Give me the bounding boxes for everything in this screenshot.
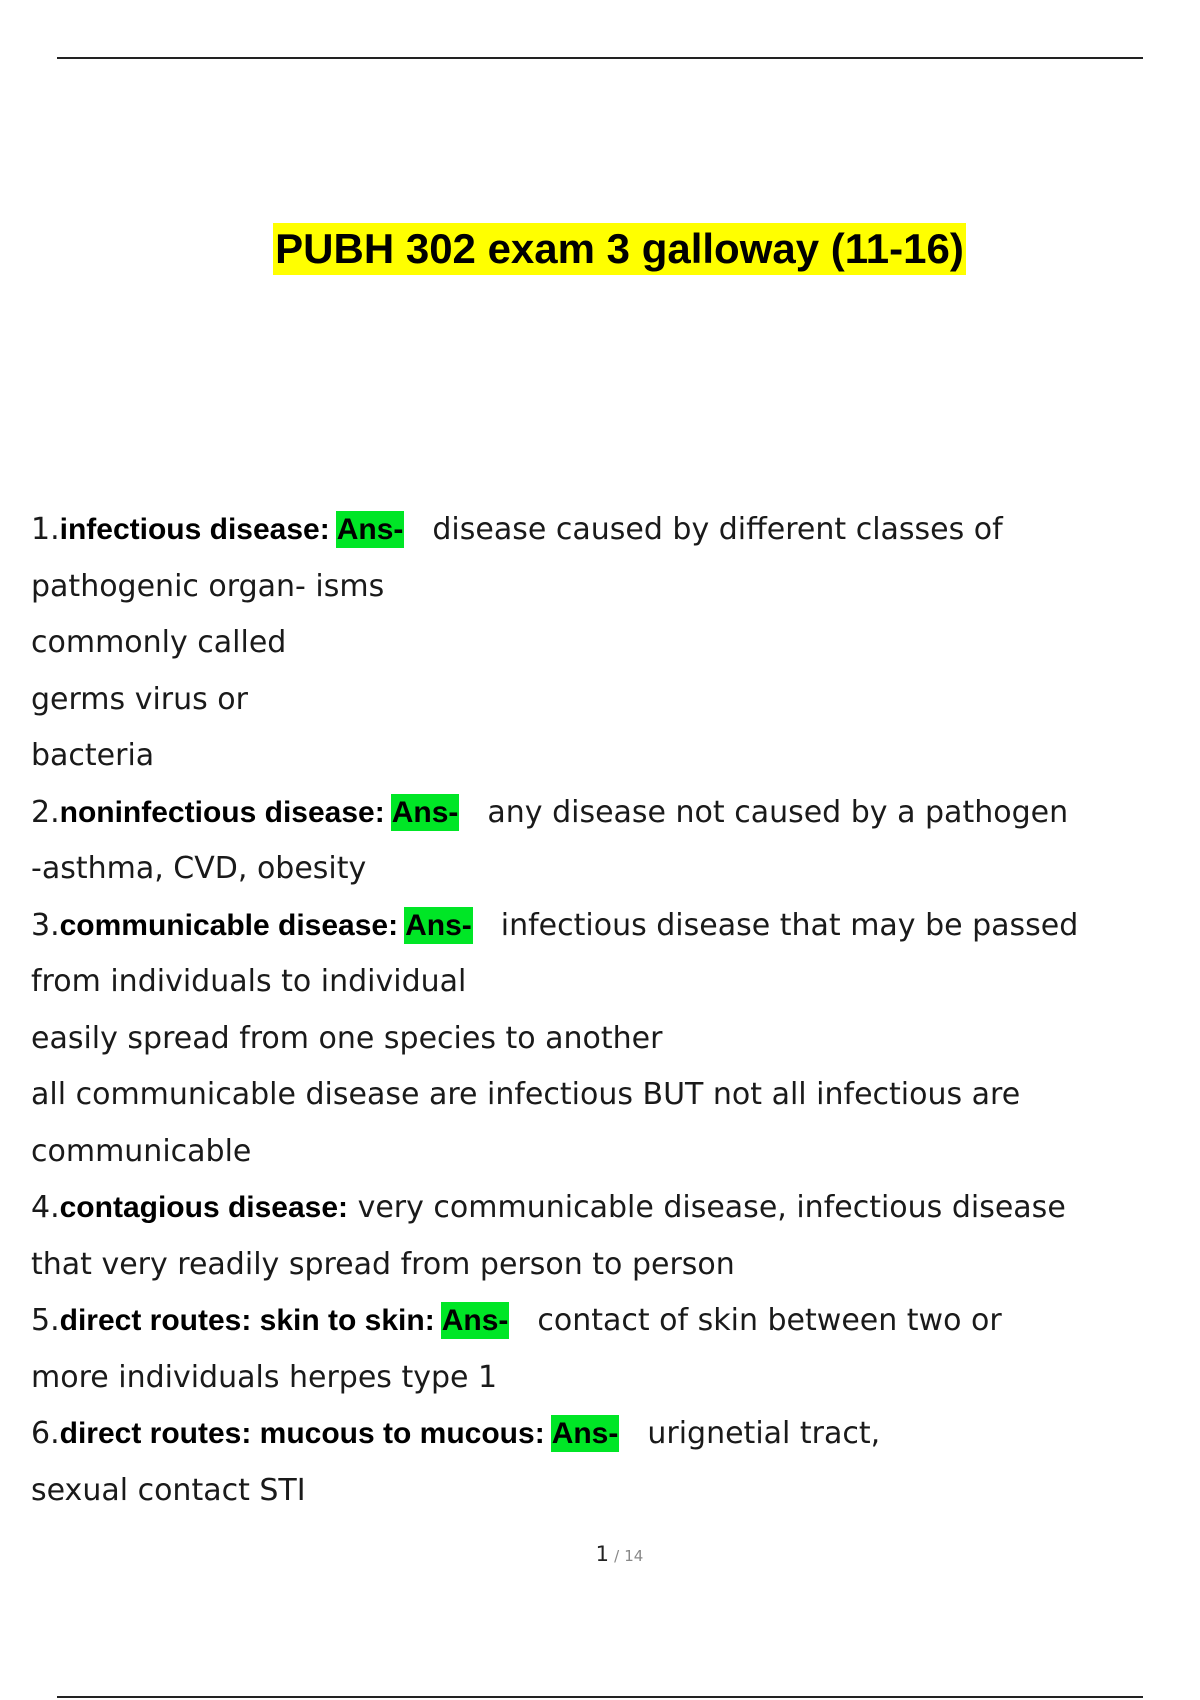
item-number: 2.	[31, 794, 60, 830]
item-number: 4.	[31, 1190, 60, 1225]
page-total: 14	[624, 1547, 644, 1565]
header-rule	[57, 57, 1143, 59]
item-answer-line: pathogenic organ- isms	[31, 568, 385, 604]
item-answer-text: infectious disease that may be passed	[500, 907, 1079, 943]
item-answer-line: -asthma, CVD, obesity	[31, 851, 367, 886]
item-number: 6.	[31, 1416, 60, 1451]
answer-label: Ans-	[441, 1304, 509, 1337]
qa-item-4	[31, 1180, 1181, 1237]
qa-item-6	[31, 1406, 1181, 1463]
item-number: 3.	[31, 907, 60, 943]
item-answer-text: contact of skin between two or	[537, 1303, 1002, 1338]
item-term: infectious disease:	[59, 513, 330, 546]
item-answer-line: germs virus or	[31, 681, 248, 717]
item-term: noninfectious disease:	[59, 795, 385, 829]
item-answer-line: communicable	[31, 1133, 252, 1169]
footer-rule	[57, 1696, 1143, 1698]
item-answer-line: more individuals herpes type 1	[31, 1359, 498, 1395]
document-title: PUBH 302 exam 3 galloway (11-16)	[273, 223, 966, 275]
item-answer-text: urignetial tract,	[647, 1416, 881, 1451]
item-term: direct routes: mucous to mucous:	[59, 1417, 545, 1450]
page-indicator	[0, 1542, 1200, 1566]
page-separator: /	[614, 1547, 620, 1565]
page-current: 1	[595, 1542, 610, 1566]
qa-item-5	[31, 1293, 1181, 1350]
item-answer-line: easily spread from one species to another	[31, 1020, 663, 1056]
item-answer-line: sexual contact STI	[31, 1472, 306, 1508]
item-number: 5.	[31, 1303, 60, 1338]
item-answer-text: disease caused by different classes of	[432, 512, 1003, 547]
item-term: contagious disease:	[59, 1191, 349, 1224]
qa-item-3	[31, 898, 1181, 955]
item-number: 1.	[31, 512, 60, 547]
answer-label: Ans-	[551, 1417, 619, 1450]
answer-label: Ans-	[391, 795, 459, 829]
item-answer-line: that very readily spread from person to person	[31, 1246, 735, 1282]
qa-item-2	[31, 785, 1181, 842]
qa-item-1	[31, 502, 1181, 559]
answer-label: Ans-	[405, 908, 472, 942]
title-block	[0, 223, 1200, 275]
answer-label: Ans-	[336, 513, 404, 546]
item-answer-line: all communicable disease are infectious BUT not all infectious are	[31, 1077, 1021, 1112]
item-answer-text: any disease not caused by a pathogen	[487, 794, 1069, 830]
item-answer-line: from individuals to individual	[31, 964, 467, 999]
qa-list	[31, 502, 1181, 1519]
item-term: communicable disease:	[59, 908, 399, 942]
item-answer-text: very communicable disease, infectious disease	[357, 1190, 1066, 1225]
item-answer-line: bacteria	[31, 738, 155, 773]
item-term: direct routes: skin to skin:	[59, 1304, 435, 1337]
item-answer-line: commonly called	[31, 625, 287, 660]
